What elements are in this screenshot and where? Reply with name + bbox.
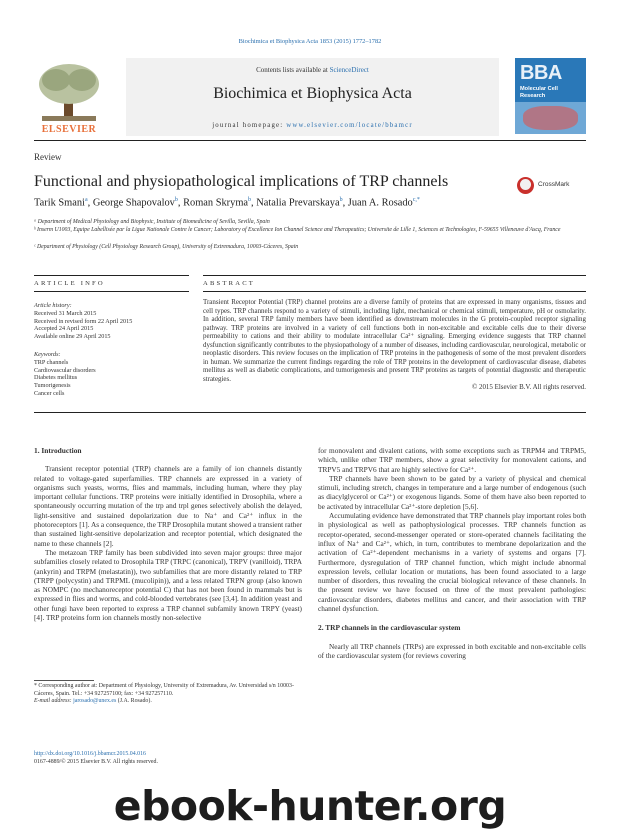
article-title: Functional and physiopathological implications of TRP channels [34,173,449,190]
cover-subtitle: Molecular Cell Research [520,86,558,99]
abstract-text: Transient Receptor Potential (TRP) channel proteins are a diverse family of proteins that are expressed in many organisms, tissues and cell types. TRP channels respond to a variety of stimuli, including light, mechanical or chemical stimuli, temperature, pH or osmolarity. In addition, several TRP family members have been identified as downstream molecules in the G protein-coupled receptor signaling pathway. TRP proteins are involved in a variety of cell functions both in non-excitable and excitable cells due to their diverse permeability to cations and their ability to modulate intracellular Ca²⁺ signaling. Emerging evidence suggests that TRP channel dysfunction significantly contributes to the physiopathology of a number of diseases, including cardiovascular, neurological, metabolic or neoplastic disorders. This review focuses on the implication of TRP proteins in the pathogenesis of some of the most prevalent disorders in human. We summarize the current findings regarding the role of TRP proteins in the development of cardiovascular disease, diabetes mellitus as well as diabetic complications, and tumorigenesis and present TRP proteins as targets of potential diagnostic and therapeutic strategies. [203,298,586,383]
sciencedirect-link[interactable]: ScienceDirect [329,66,369,74]
author[interactable]: Tarik Smani [34,197,85,209]
article-type: Review [34,152,62,162]
email-line [34,698,302,706]
contents-line [126,66,499,74]
author[interactable]: Natalia Prevarskaya [256,197,340,209]
cover-title: BBA [520,62,562,84]
doi-link[interactable]: http://dx.doi.org/10.1016/j.bbamcr.2015.04.016 [34,751,146,757]
paragraph: Accumulating evidence have demonstrated that TRP channels play important roles both in physiological as well as pathophysiological processes. TRP channels function as receptor-operated, second-messenger operated or store-operated channels facilitating the influx of Na⁺ and Ca²⁺, which, in turn, contributes to membrane depolarization and the activation of Ca²⁺-dependent mechanisms in a variety of systems and organs [7]. Furthermore, dysregulation of TRP channel function, which might include abnormal expression levels, cellular location or mutations, has been found associated to a large number of disorders, thus revealing the crucial biological relevance of these channels. In the present review we have focused on three of the most prevalent pathologies: cardiovascular disorders, diabetes mellitus and cancer, and their association with TRP channel dysfunction. [318,511,586,614]
contents-prefix: Contents lists available at [256,66,330,74]
paragraph: Transient receptor potential (TRP) channels are a family of ion channels distantly related to voltage-gated superfamilies. TRP channels are expressed in a variety of organisms such yeasts, worms, flies and mammals, including human, where they play important cellular functions. TRP proteins were initially identified in Drosophila, where a spontaneously occurring mutation of the trp and trpl genes selectively abolish the delayed, light-sensitive and sustained depolarization due to Na⁺ and Ca²⁺ influx in the photoreceptors [1]. As a consequence, the TRP Drosophila mutant showed a transient rather than sustained light-sensitive depolarization and receptor potential, which designated the name to these channels [2]. [34,464,302,548]
section-heading: 2. TRP channels in the cardiovascular system [318,623,461,633]
email-label: E-mail address: [34,698,74,705]
journal-citation[interactable]: Biochimica et Biophysica Acta 1853 (2015) 1772–1782 [238,38,382,45]
article-info-heading: ARTICLE INFO [34,280,105,287]
author-affil-mark[interactable]: b [248,197,252,203]
paragraph: Nearly all TRP channels (TRPs) are expressed in both excitable and non-excitable cells of the cardiovascular system (for reviews covering [318,641,586,660]
cover-cells-image [523,106,578,130]
affiliation-c: ᶜ Department of Physiology (Cell Physiology Research Group), University of Extremadura, 10003-Cáceres, Spain [34,244,299,250]
keyword: Cardiovascular disorders [34,366,96,374]
abstract-body [203,298,586,392]
abstract-heading: ABSTRACT [203,280,256,287]
email-link[interactable]: jarosado@unex.es [73,698,117,705]
corresponding-author: * Corresponding author at: Department of Physiology, University of Extremadura, Av. Universidad s/n 10003-Cáceres, Spain. Tel.: +34 927257100; fax: +34 927257110. [34,683,294,697]
author-affil-mark[interactable]: b [174,197,178,203]
abstract-rule-bottom [203,291,586,292]
history-label: Article history: [34,302,72,309]
homepage-link[interactable]: www.elsevier.com/locate/bbamcr [286,122,413,129]
paragraph: TRP channels have been shown to be gated by a variety of physical and chemical stimuli, including stretch, changes in temperature and a large number of endogenous (such as diacylglycerol or Ca²⁺) or exogenous ligands. Some of them have also been reported to be activated by intracellular Ca²⁺-store depletion [5,6]. [318,473,586,511]
journal-title: Biochimica et Biophysica Acta [213,85,412,102]
keyword: Cancer cells [34,389,65,397]
journal-homepage [126,122,499,129]
keyword: TRP channels [34,358,69,366]
crossmark-badge[interactable] [517,176,587,196]
info-rule-bottom [34,291,189,292]
history-item: Received in revised form 22 April 2015 [34,317,133,325]
issn-line: 0167-4889/© 2015 Elsevier B.V. All rights reserved. [34,758,158,765]
journal-cover [515,58,586,134]
affiliation-a: ᵃ Department of Medical Physiology and Biophysic, Institute of Biomedicine of Sevilla, Sevilla, Spain [34,219,270,225]
history-item: Available online 29 April 2015 [34,333,111,341]
section-heading: 1. Introduction [34,446,82,455]
left-column [34,446,302,622]
elsevier-tree-logo [34,60,104,130]
history-item: Received 31 March 2015 [34,309,97,317]
abstract-copyright: © 2015 Elsevier B.V. All rights reserved. [471,383,586,392]
author-affil-mark[interactable]: b [339,197,343,203]
article-info [34,302,189,398]
author[interactable]: George Shapovalov [92,197,175,209]
email-suffix: (J.A. Rosado). [116,698,152,705]
footnote [34,683,302,706]
keywords-label: Keywords: [34,350,61,358]
homepage-prefix: journal homepage: [212,122,287,129]
paragraph: for monovalent and divalent cations, with some exceptions such as TRPM4 and TRPM5, which, unlike other TRP members, show a great selectivity for monovalent cations, and TRPV5 and TRPV6 that are highly selective for Ca²⁺. [318,446,586,474]
footnote-rule [34,680,94,681]
author[interactable]: Juan A. Rosado [347,197,413,209]
history-item: Accepted 24 April 2015 [34,325,94,333]
keyword: Diabetes mellitus [34,374,78,382]
info-rule-top [34,275,189,276]
doi-block [34,751,304,766]
paragraph: The metazoan TRP family has been subdivided into seven major groups: three major subfamilies closely related to Drosophila TRP (TRPC (canonical), TRPV (vanilloid), TRPA (ankyrin) and TRPM (melastatin)), two subfamilies that are more distantly related to TRP (TRPP (polycystin) and TRPML (mucolipin)), and a less related TRPN group (also known as NOMPC (no mechanoreceptor potential C) that has not been found in mammals but is expressed in flies and worms, and cold-blooded vertebrates (see [3,4]. In addition yeast and other fungi have been reported to express a TRP channel subfamily known TRPY (yeast) [4]. TRP proteins form ion channels mostly non-selective [34,547,302,623]
abstract-rule-top [203,275,586,276]
author-list: Tarik Smani$^a$, George Shapovalov$^b$, Roman Skryma$^b$, Natalia Prevarskaya$^b$, Juan A. Rosado$^{c,*}$ [34,197,420,209]
crossmark-icon [517,177,534,194]
masthead-rule [34,140,586,141]
author-affil-mark[interactable]: c,* [412,197,420,203]
right-column [318,446,586,660]
keyword: Tumorigenesis [34,382,71,390]
watermark: ebook-hunter.org [113,782,507,830]
author[interactable]: Roman Skryma [183,197,249,209]
elsevier-wordmark: ELSEVIER [41,124,97,135]
author-affil-mark[interactable]: a [84,197,88,203]
crossmark-label: CrossMark [538,181,570,188]
abstract-end-rule [34,412,586,413]
affiliation-b: ᵇ Inserm U1003, Equipe Labellisée par la Ligue Nationale Contre le Cancer; Laboratory of Excellence Ion Channel Science and Therapeutics; Universite de Lille 1, Sciences et Technologies, F-59655 Villeneuve d'Ascq, France [34,227,561,233]
